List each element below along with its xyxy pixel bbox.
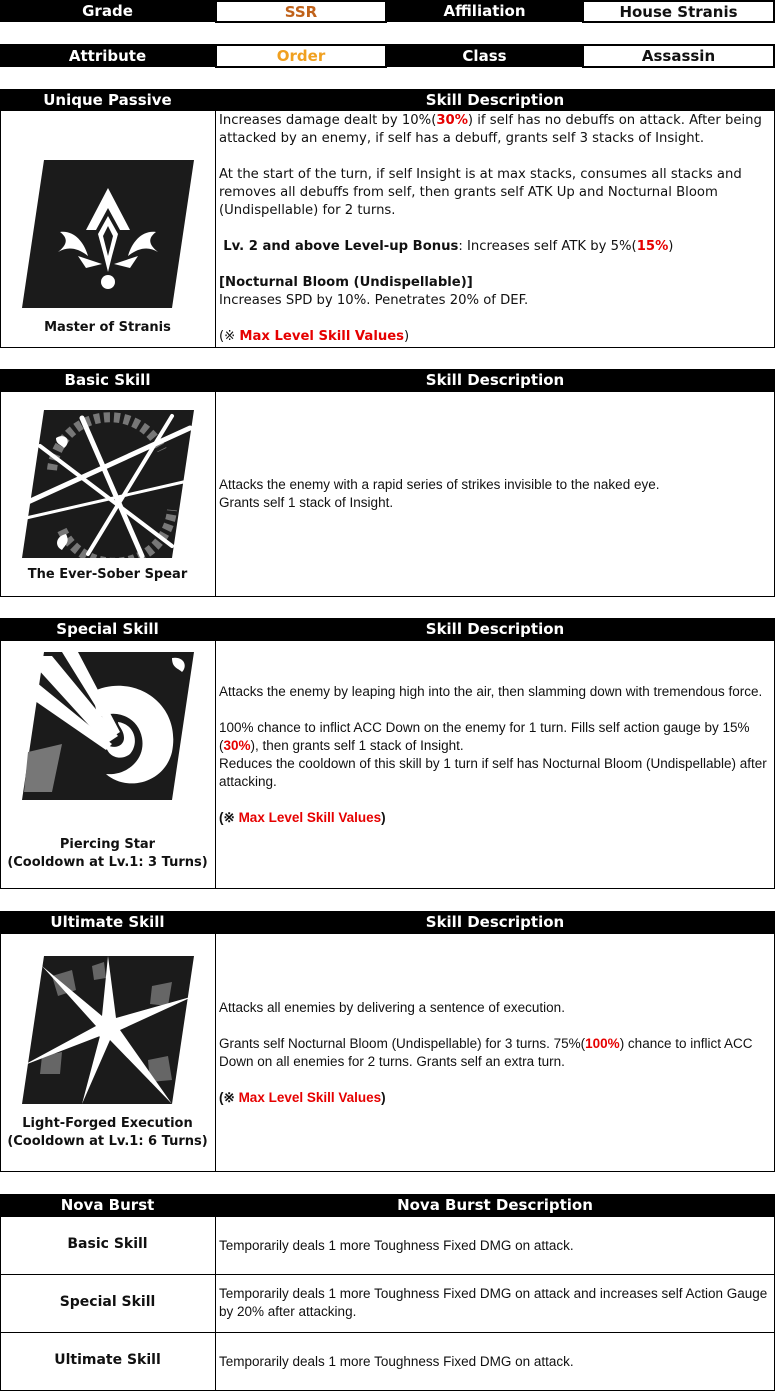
- grade-value: [215, 0, 387, 23]
- crossed-strikes-icon: [22, 410, 194, 558]
- basic-text-1: Attacks the enemy with a rapid series of strikes invisible to the naked eye.: [219, 477, 660, 492]
- nocturnal-bloom-title: [Nocturnal Bloom (Undispellable)]: [219, 275, 473, 290]
- special-cooldown: (Cooldown at Lv.1: 3 Turns): [7, 855, 208, 870]
- class-label: Class: [387, 44, 582, 67]
- basic-skill-name: The Ever-Sober Spear: [27, 567, 188, 582]
- nova-row-label: Ultimate Skill: [54, 1352, 161, 1368]
- ultimate-header-desc: Skill Description: [215, 911, 775, 933]
- ultimate-cooldown: (Cooldown at Lv.1: 6 Turns): [7, 1134, 208, 1149]
- passive-note-open: (※: [219, 329, 240, 344]
- passive-text-1c: ) if self has no debuffs on attack. After being attacked by an enemy, if self has a debuff, grants self 3 stacks of Insight.: [219, 113, 762, 146]
- passive-header-desc: Skill Description: [215, 89, 775, 111]
- ultimate-skill-name: Light-Forged Execution: [22, 1116, 193, 1131]
- passive-max-level-note: Max Level Skill Values: [239, 329, 405, 344]
- special-description: [219, 683, 771, 827]
- special-max-value: 30%: [223, 738, 251, 753]
- nova-row-desc: Temporarily deals 1 more Toughness Fixed DMG on attack.: [219, 1354, 574, 1369]
- ultimate-text-1: Attacks all enemies by delivering a sentence of execution.: [219, 1000, 565, 1015]
- special-text-2a: 100% chance to inflict ACC Down on the enemy for 1 turn. Fills self action gauge by 15%(: [219, 720, 750, 753]
- affiliation-value: House Stranis: [582, 0, 775, 23]
- nova-header-label: Nova Burst: [0, 1194, 215, 1216]
- passive-max-value-1: 30%: [436, 113, 468, 128]
- nova-header-desc: Nova Burst Description: [215, 1194, 775, 1216]
- passive-note-close: ): [404, 329, 410, 344]
- passive-text-1a: Increases damage dealt by 10%(: [219, 113, 437, 128]
- grade-label: Grade: [0, 0, 215, 22]
- nocturnal-bloom-body: Increases SPD by 10%. Penetrates 20% of DEF.: [219, 293, 529, 308]
- nova-row-label: Basic Skill: [67, 1236, 148, 1252]
- special-skill-name: Piercing Star: [59, 837, 156, 852]
- special-header-label: Special Skill: [0, 618, 215, 640]
- ultimate-note-close: ): [381, 1090, 386, 1105]
- basic-text-2: Grants self 1 stack of Insight.: [219, 495, 394, 510]
- ultimate-text-2a: Grants self Nocturnal Bloom (Undispellable) for 3 turns. 75%(: [219, 1036, 586, 1051]
- special-text-2c: ), then grants self 1 stack of Insight.: [250, 738, 464, 753]
- special-note-open: (※: [219, 810, 239, 825]
- class-value: Assassin: [582, 44, 775, 68]
- special-header-desc: Skill Description: [215, 618, 775, 640]
- passive-text-2: At the start of the turn, if self Insight is at max stacks, consumes all stacks and removes all debuffs from self, then grants self ATK Up and Nocturnal Bloom (Undispellable) for 2 turns.: [219, 167, 742, 218]
- attribute-value-text: Order: [276, 47, 326, 65]
- nova-row-desc: Temporarily deals 1 more Toughness Fixed DMG on attack and increases self Action Gauge by 20% after attacking.: [219, 1286, 768, 1319]
- stranis-crest-icon: [22, 160, 194, 308]
- ultimate-max-value: 100%: [585, 1036, 620, 1051]
- special-text-3: Reduces the cooldown of this skill by 1 turn if self has Nocturnal Bloom (Undispellable) after attacking.: [219, 756, 767, 789]
- ultimate-max-level-note: Max Level Skill Values: [238, 1090, 382, 1105]
- basic-header-desc: Skill Description: [215, 369, 775, 391]
- basic-header-label: Basic Skill: [0, 369, 215, 391]
- passive-skill-name: Master of Stranis: [44, 320, 171, 335]
- attribute-label: Attribute: [0, 44, 215, 67]
- grade-value-text: SSR: [284, 2, 318, 21]
- passive-text-3b: : Increases self ATK by 5%(: [458, 239, 637, 254]
- ultimate-note-open: (※: [219, 1090, 239, 1105]
- passive-max-value-2: 15%: [636, 239, 669, 254]
- starburst-execution-icon: [22, 956, 194, 1104]
- special-note-close: ): [381, 810, 386, 825]
- affiliation-label: Affiliation: [387, 0, 582, 22]
- attribute-value: [215, 44, 387, 68]
- piercing-star-icon: [22, 652, 194, 800]
- passive-header-label: Unique Passive: [0, 89, 215, 111]
- ultimate-description: [219, 999, 771, 1107]
- ultimate-header-label: Ultimate Skill: [0, 911, 215, 933]
- passive-text-3d: ): [668, 239, 674, 254]
- passive-description: [219, 112, 771, 346]
- basic-description: [219, 476, 771, 512]
- nova-row-label: Special Skill: [59, 1294, 156, 1310]
- special-max-level-note: Max Level Skill Values: [238, 810, 382, 825]
- special-text-1: Attacks the enemy by leaping high into the air, then slamming down with tremendous force.: [219, 684, 763, 699]
- passive-level-bonus-label: Lv. 2 and above Level-up Bonus: [223, 239, 459, 254]
- nova-row-desc: Temporarily deals 1 more Toughness Fixed DMG on attack.: [219, 1238, 574, 1253]
- ultimate-text-2c: ) chance to inflict ACC Down on all enemies for 2 turns. Grants self an extra turn.: [219, 1036, 753, 1069]
